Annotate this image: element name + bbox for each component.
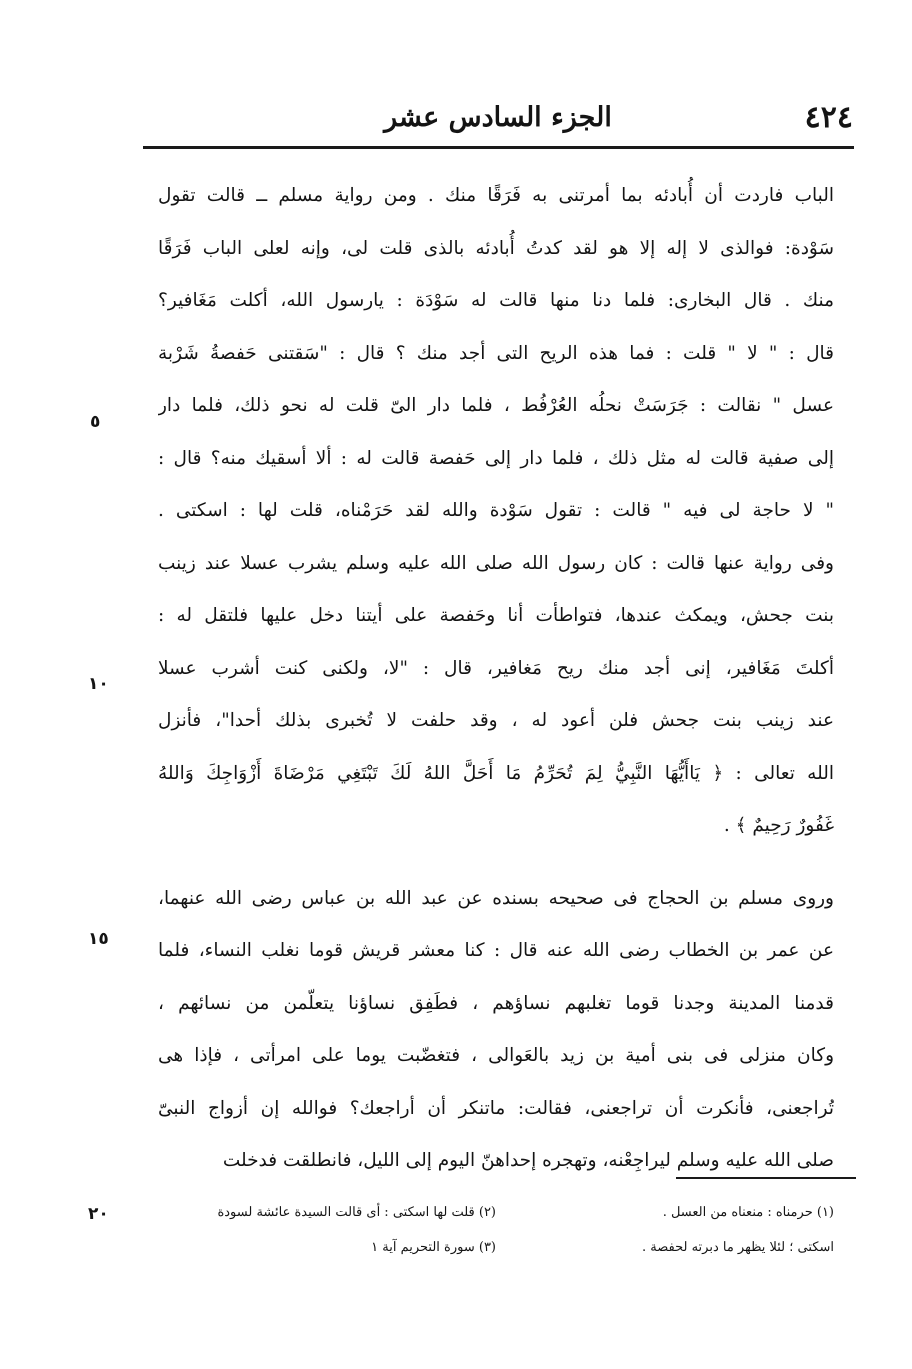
line-number-15: ١٥ xyxy=(88,929,109,949)
footnote-1: (١) حرمناه : منعناه من العسل . xyxy=(662,1205,834,1220)
text-line: وروى مسلم بن الحجاج فى صحيحه بسنده عن عبد الله بن عباس رضى الله عنهما، xyxy=(158,887,834,909)
footnotes xyxy=(158,1195,834,1265)
text-line: الباب فاردت أن أُبادئه بما أمرتنى به فَرَقًا منك . ومن رواية مسلم ــ قالت تقول xyxy=(158,185,834,206)
text-line: " لا حاجة لى فيه " قالت : تقول سَوْدة والله لقد حَرَمْناه، قلت لها : اسكتى . xyxy=(158,500,834,521)
footnote-1-continued: اسكتى ؛ لئلا يظهر ما دبرته لحفصة . xyxy=(642,1240,834,1255)
text-line: الله تعالى : ﴿ يَاأَيُّهَا النَّبِيُّ لِمَ تُحَرِّمُ مَا أَحَلَّ اللهُ لَكَ تَبْتَغِي مَرْضَاةَ أَزْوَاجِكَ وَاللهُ xyxy=(158,762,834,784)
main-text xyxy=(158,170,834,1188)
text-line: صلى الله عليه وسلم ليراجِعْنه، وتهجره إحداهنّ اليوم إلى الليل، فانطلقت فدخلت xyxy=(222,1150,834,1171)
text-line: عن عمر بن الخطاب رضى الله عنه قال : كنا معشر قريش قوما نغلب النساء، فلما xyxy=(158,940,834,961)
running-title: الجزء السادس عشر xyxy=(384,102,612,133)
page-header xyxy=(143,96,853,140)
text-line: وفى رواية عنها قالت : كان رسول الله صلى الله عليه وسلم يشرب عسلا عند زينب xyxy=(158,552,834,574)
footnote-row xyxy=(158,1230,834,1265)
text-line: غَفُورٌ رَحِيمٌ ﴾ . xyxy=(723,815,834,836)
text-line: بنت جحش، ويمكث عندها، فتواطأت أنا وحَفصة على أيتنا دخل عليها فلتقل له : xyxy=(158,605,834,626)
paragraph-gap xyxy=(158,853,834,873)
text-line: وكان منزلى فى بنى أمية بن زيد بالعَوالى ، فتغضّبت يوما على امرأتى ، فإذا هى xyxy=(158,1045,834,1066)
footnote-2: (٢) قلت لها اسكتى : أى قالت السيدة عائشة لسودة xyxy=(217,1205,496,1220)
text-line: أكلتَ مَغَافير، إنى أجد منك ريح مَغافير، قال : "لا، ولكنى كنت أشرب عسلا xyxy=(158,657,834,679)
line-number-10: ١٠ xyxy=(88,674,109,694)
footnote-rule xyxy=(676,1177,856,1179)
page-number: ٤٢٤ xyxy=(804,100,853,135)
text-line: منك . قال البخارى: فلما دنا منها قالت له سَوْدَة : يارسول الله، أكلت مَغَافير؟ xyxy=(158,290,834,311)
text-line: قال : " لا " قلت : فما هذه الريح التى أجد منك ؟ قال : "سَقتنى حَفصةُ شَرْبة xyxy=(158,342,834,364)
line-number-20: ٢٠ xyxy=(88,1204,109,1224)
footnote-3: (٣) سورة التحريم آية ١ xyxy=(371,1240,496,1255)
text-line: سَوْدة: فوالذى لا إله إلا هو لقد كدتُ أُبادئه بالذى قلت لى، وإنه لعلى الباب فَرَقًا xyxy=(158,237,834,259)
text-line: عند زينب بنت جحش فلن أعود له ، وقد حلفت لا تُخبرى بذلك أحدا"، فأنزل xyxy=(158,710,834,731)
text-line: عسل " نقالت : جَرَسَتْ نحلُه العُرْفُط ، فلما دار الىّ قلت له نحو ذلك، فلما دار xyxy=(158,395,834,416)
text-line: إلى صفية قالت له مثل ذلك ، فلما دار إلى حَفصة قالت له : ألا أسقيك منه؟ قال : xyxy=(158,447,834,469)
text-line: قدمنا المدينة وجدنا قوما تغلبهم نساؤهم ، فطَفِق نساؤنا يتعلّمن من نسائهم ، xyxy=(158,992,834,1014)
header-rule xyxy=(143,146,854,149)
footnote-row xyxy=(158,1195,834,1230)
text-line: تُراجعنى، فأنكرت أن تراجعنى، فقالت: ماتنكر أن أراجعك؟ فوالله إن أزواج النبىّ xyxy=(158,1097,834,1119)
line-number-5: ٥ xyxy=(90,412,101,432)
